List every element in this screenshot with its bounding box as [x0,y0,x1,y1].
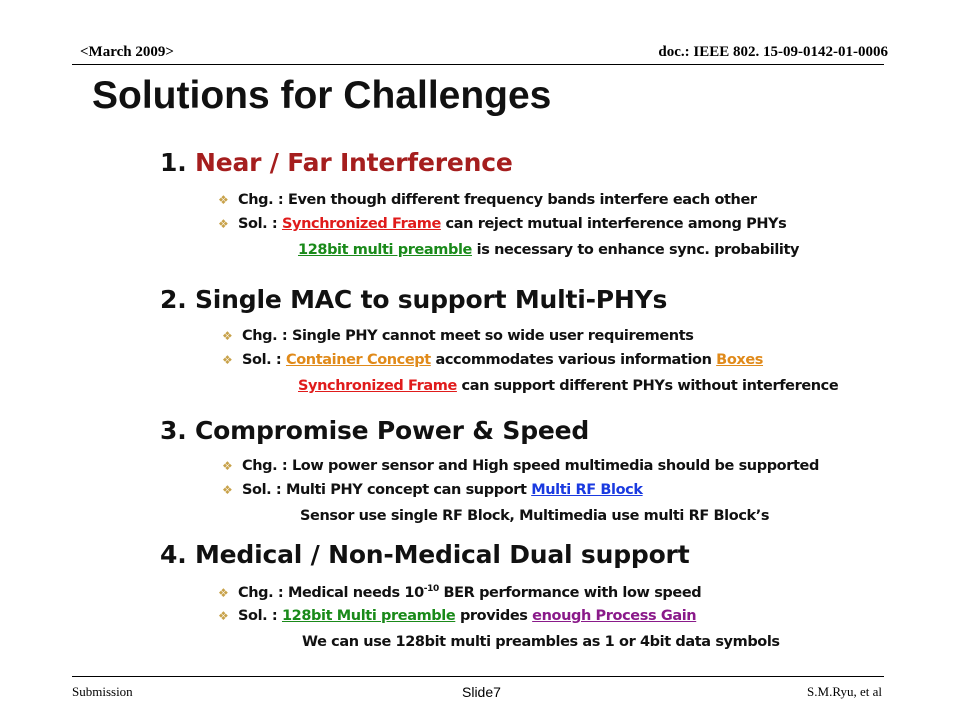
diamond-bullet-icon: ❖ [222,353,233,367]
section-2 [160,285,667,314]
line-text: can reject mutual interference among PHYs [440,216,787,232]
section-3-line-1 [222,458,819,474]
section-1-heading [160,148,513,177]
footer-slide-number: Slide7 [462,684,501,700]
diamond-bullet-icon: ❖ [222,459,233,473]
section-3 [160,416,589,445]
line-text: Chg. : Even though different frequency bands interfere each other [238,192,757,208]
section-1-line-2 [218,216,786,232]
section-2-line-3 [298,378,838,394]
section-3-heading: 3. Compromise Power & Speed [160,416,590,445]
section-1 [160,148,513,177]
line-text: Sol. : [242,352,286,368]
link-container-concept[interactable]: Container Concept [285,352,431,368]
superscript-exponent: -10 [423,584,439,594]
header-doc-number: doc.: IEEE 802. 15-09-0142-01-0006 [658,44,888,60]
line-text: Chg. : Medical needs 10 [238,584,424,601]
diamond-bullet-icon: ❖ [218,609,229,623]
diamond-bullet-icon: ❖ [218,217,229,231]
section-1-title: Near / Far Interference [195,148,513,177]
section-2-line-2 [222,352,763,368]
slide-title: Solutions for Challenges [92,74,552,117]
section-4 [160,540,689,569]
link-multi-rf-block[interactable]: Multi RF Block [531,482,643,498]
section-4-heading: 4. Medical / Non-Medical Dual support [160,540,690,569]
section-2-heading: 2. Single MAC to support Multi-PHYs [160,285,668,314]
header-date: <March 2009> [80,44,174,60]
diamond-bullet-icon: ❖ [218,585,229,600]
section-4-line-3 [302,634,780,650]
footer-author: S.M.Ryu, et al [807,684,882,699]
line-text: can support different PHYs without interference [456,378,839,394]
footer-divider [72,676,884,677]
section-4-line-2 [218,608,696,624]
diamond-bullet-icon: ❖ [222,483,233,497]
line-text: Sensor use single RF Block, Multimedia use multi RF Block’s [300,508,770,524]
line-text: Sol. : [238,216,282,232]
link-128bit-multi-preamble-2[interactable]: 128bit Multi preamble [281,608,456,624]
link-synchronized-frame[interactable]: Synchronized Frame [281,216,441,232]
line-text: Chg. : Low power sensor and High speed multimedia should be supported [242,458,819,474]
line-text: We can use 128bit multi preambles as 1 or 4bit data symbols [302,634,780,650]
section-3-line-3 [300,508,769,524]
section-3-line-2 [222,482,643,498]
section-1-line-3 [298,242,799,258]
link-128bit-multi-preamble[interactable]: 128bit multi preamble [298,242,472,258]
section-1-number: 1. [160,148,187,177]
link-boxes[interactable]: Boxes [716,352,764,368]
header-divider [72,64,884,65]
link-enough-process-gain[interactable]: enough Process Gain [532,608,697,624]
line-text: Chg. : Single PHY cannot meet so wide user requirements [242,328,694,344]
line-text: Sol. : Multi PHY concept can support [242,482,532,498]
footer-submission: Submission [72,684,133,699]
link-synchronized-frame-2[interactable]: Synchronized Frame [298,378,457,394]
line-text: provides [455,608,533,624]
diamond-bullet-icon: ❖ [218,193,229,207]
line-text: is necessary to enhance sync. probability [472,242,800,258]
line-text: Sol. : [238,608,282,624]
line-text: accommodates various information [430,352,717,368]
line-text: BER performance with low speed [438,584,702,601]
section-2-line-1 [222,328,693,344]
section-4-line-1 [218,584,701,601]
section-1-line-1 [218,192,757,208]
diamond-bullet-icon: ❖ [222,329,233,343]
